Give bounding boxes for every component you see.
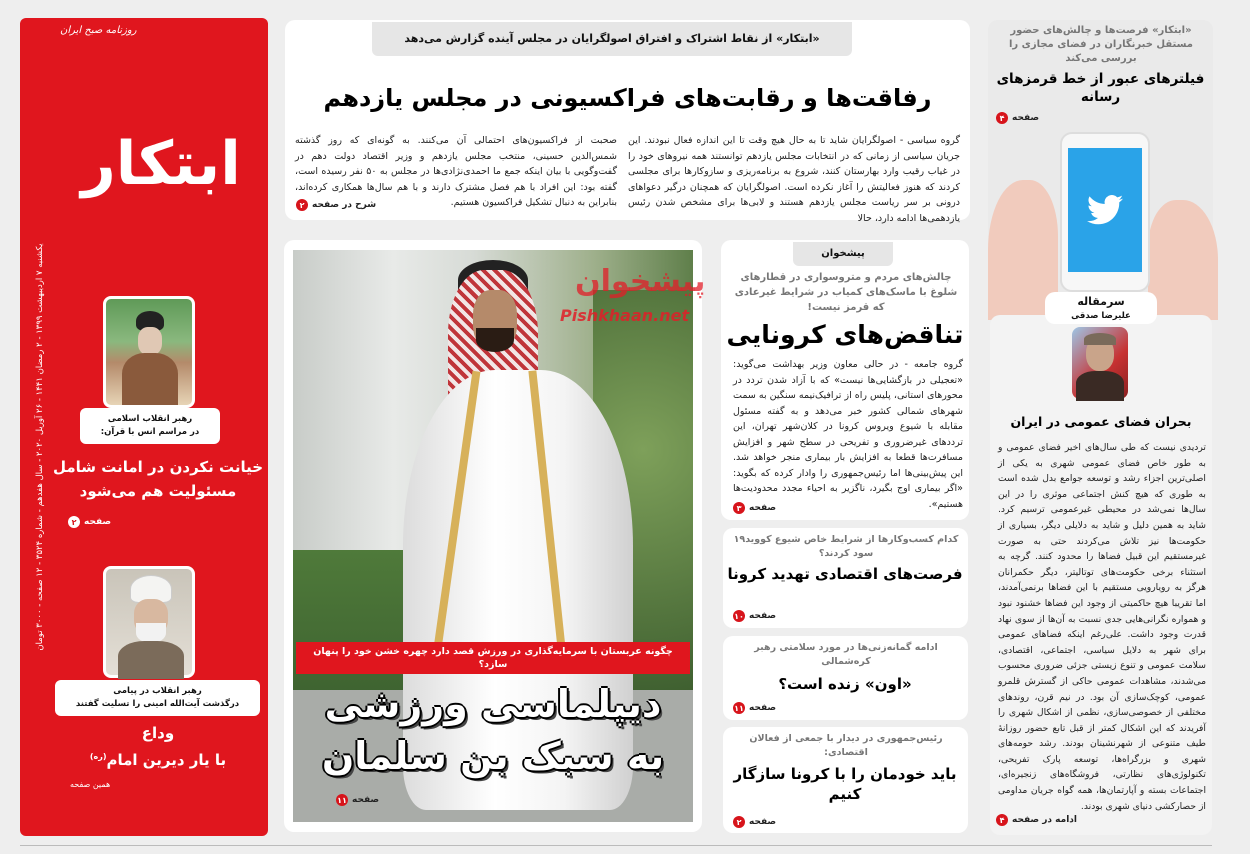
leader-photo	[103, 296, 195, 408]
headline-line: مسئولیت هم می‌شود	[79, 482, 237, 500]
page-number-badge: ۲	[68, 516, 80, 528]
middle-story2-headline[interactable]: فرصت‌های اقتصادی تهدید کرونا	[727, 565, 963, 583]
page-number-badge: ۱۱	[734, 703, 744, 713]
page-number-badge: ۳	[733, 502, 745, 514]
page-label: صفحه	[749, 611, 777, 621]
middle-story1-page-ref[interactable]	[733, 502, 776, 514]
page-label: صفحه	[749, 703, 777, 713]
page-label: صفحه	[749, 503, 777, 513]
watermark-en: Pishkhaan.net	[560, 306, 690, 325]
page-label: صفحه	[352, 795, 380, 805]
headline-line: دیپلماسی ورزشی	[324, 682, 662, 726]
left-story1-headline[interactable]	[52, 455, 264, 503]
caption-line: درگذشت آیت‌الله امینی را تسلیت گفتند	[75, 699, 240, 709]
middle-story3-page-ref[interactable]	[733, 702, 776, 714]
right-top-kicker: «ابتکار» فرصت‌ها و چالش‌های حضور مستقل خبرنگاران در فضای مجازی را بررسی می‌کند	[1008, 25, 1193, 64]
page-number-badge: ۱۰	[734, 611, 744, 621]
page-label: صفحه	[1012, 113, 1040, 123]
page-label: صفحه	[749, 817, 777, 827]
middle-story4-page-ref[interactable]	[733, 816, 776, 828]
photo-headline[interactable]	[293, 678, 693, 782]
lead-page-ref[interactable]	[296, 199, 376, 211]
editorial-author: علیرضا صدقی	[1071, 311, 1131, 321]
headline-line: وداع	[141, 724, 175, 742]
middle-story2-kicker: کدام کسب‌وکارها از شرایط خاص شیوع کووید۱۹ سود کردند؟	[733, 534, 959, 559]
right-top-headline[interactable]: فیلترهای عبور از خط قرمزهای رسانه	[996, 71, 1205, 105]
lead-headline[interactable]: رفاقت‌ها و رقابت‌های فراکسیونی در مجلس یازدهم	[323, 84, 932, 112]
lead-body-right: گروه سیاسی - اصولگرایان شاید تا به حال هیچ وقت تا این اندازه فعال نبودند. این جریان سیاسی از زمانی که در انتخابات مجلس یازدهم توانستند همه نیروهای خود را در غیاب رقیب وارد بهارستان کنند، شروع به برنامه‌ریزی و سازوکارها برای مجلسی کردند که هنوز فعالیتش را آغاز نکرده است. اصولگرایان که همچنان درگیر دعواهای درونی بر سر ریاست مجلس یازدهم هستند و لابی‌ها برای مشخص شدن رئیس یازدهمی‌ها ادامه دارد، حالا	[628, 135, 960, 224]
editorial-page-ref[interactable]	[996, 814, 1077, 826]
page-number-badge: ۴	[996, 814, 1008, 826]
page-label: شرح در صفحه	[312, 200, 377, 210]
amini-photo	[103, 566, 195, 678]
middle-story3-kicker: ادامه گمانه‌زنی‌ها در مورد سلامتی رهبر کره‌شمالی	[754, 642, 938, 667]
bottom-rule	[20, 845, 1212, 846]
headline-line: به سبک بن سلمان	[321, 734, 665, 778]
section-label-pishkhan: پیشخوان	[793, 242, 893, 266]
left-story1-page-ref[interactable]	[68, 516, 111, 528]
headline-superscript: (ره)	[89, 752, 107, 761]
hand-image	[1148, 200, 1218, 320]
caption-line: در مراسم انس با قرآن:	[100, 427, 200, 437]
page-label: ادامه در صفحه	[1012, 815, 1078, 825]
caption-line: رهبر انقلاب اسلامی	[107, 414, 193, 424]
masthead-tagline: روزنامه صبح ایران	[60, 25, 137, 36]
editorial-label: سرمقاله	[1077, 295, 1125, 308]
dateline: یکشنبه ۷ اردیبهشت ۱۳۹۹ - ۲ رمضان ۱۴۴۱ - ۲۶ آوریل ۲۰۲۰ - سال هفدهم - شماره ۳۵۲۴ - ۱۲ صفحه - ۳۰۰۰ تومان	[35, 243, 45, 651]
left-story2-page-ref[interactable]: همین صفحه	[70, 780, 111, 789]
lead-body-left: صحبت از فراکسیون‌های احتمالی آن می‌کنند. به گونه‌ای که روز گذشته شمس‌الدین حسینی، منتخب مجلس یازدهم و وزیر اقتصاد دولت دهم در گفت‌وگویی با بیان اینکه جمع ما احمدی‌نژادی‌ها در مجلس به ۵۰ نفر رسیده است، گفته بود: این افراد با هم فصل مشترک دارند و با هم سال‌ها همکاری کرده‌اند، بنابراین به دنبال تشکیل فراکسیون هستیم.	[295, 135, 617, 208]
middle-story4-kicker: رئیس‌جمهوری در دیدار با جمعی از فعالان اقتصادی:	[749, 733, 943, 758]
middle-story1-kicker: چالش‌های مردم و متروسواری در قطارهای شلوغ با ماسک‌های کمیاب در شرایط غیرعادی که قرمز نیست!	[734, 272, 958, 313]
amini-caption	[55, 680, 260, 716]
editorial-headline[interactable]: بحران فضای عمومی در ایران	[1010, 414, 1192, 429]
masthead-logo[interactable]: ابتکار	[81, 129, 241, 199]
page-number-badge: ۱۱	[337, 795, 347, 805]
page-number-badge: ۲	[296, 199, 308, 211]
middle-story1-body: گروه جامعه - در حالی معاون وزیر بهداشت می‌گوید: «تعجیلی در بازگشایی‌ها نیست» که با آزاد شدن تردد در محورهای استانی، پلیس راه از ترافیک‌نیمه سنگین به سمت شهرهای شمالی کشور خبر می‌دهد و به گفته مسئول مقابله با شیوع ویروس کرونا در کلان‌شهر تهران، این ترددهای غیرضروری و تفریحی در سطح شهر و افزایش مسافرت‌ها قطعا به افزایش بار بیماری منجر خواهد شد. این پیش‌بینی‌ها اما رئیس‌جمهوری را وادار کرده که بگوید: «اگر بیماری اوج بگیرد، ناگزیر به احیاء مجدد محدودیت‌ها هستیم».	[733, 359, 963, 510]
watermark-fa: پیشخوان	[575, 264, 706, 299]
caption-line: رهبر انقلاب در پیامی	[113, 686, 202, 696]
editorial-label-tab	[1045, 292, 1157, 324]
middle-story1-headline[interactable]: تناقض‌های کرونایی	[726, 320, 964, 349]
phone-image	[1060, 132, 1150, 292]
photo-strap: چگونه عربستان با سرمایه‌گذاری در ورزش قصد دارد چهره خشن خود را پنهان سازد؟	[296, 642, 690, 674]
lead-kicker: «ابتکار» از نقاط اشتراک و افتراق اصولگرایان در مجلس آینده گزارش می‌دهد	[372, 22, 852, 56]
leader-caption	[80, 408, 220, 444]
page-number-badge: ۲	[733, 816, 745, 828]
headline-line: خیانت نکردن در امانت شامل	[52, 458, 264, 476]
headline-line: با یار دیرین امام	[106, 751, 227, 769]
middle-story4-headline[interactable]: باید خودمان را با کرونا سازگار کنیم	[733, 765, 957, 803]
left-story2-headline[interactable]	[52, 722, 264, 772]
middle-story2-page-ref[interactable]	[733, 610, 776, 622]
page-number-badge: ۴	[996, 112, 1008, 124]
author-photo	[1072, 327, 1128, 399]
editorial-body: تردیدی نیست که طی سال‌های اخیر فضای عمومی و به طور خاص فضای عمومی شهری به یکی از اصلی‌ترین اجزاء رشد و توسعه جوامع بدل شده است به طوری که هیچ کنش اجتماعی موثری را در این سال‌ها نمی‌شد در محیطی غیرعمومی ترسیم کرد. شاید به همین دلیل و شاید به دلایلی دیگر، بسیاری از حکومت‌ها نیز تلاش می‌کردند حتی به صورت غیرمستقیم این قبیل فضاها را محدود کنند. گرچه به استثناء برخی حکومت‌های توتالیتر، دیگر حکمرانان هرگز به رویارویی مستقیم با این فضاها برنمی‌آمدند، اما تقریبا هیچ حاکمیتی از وجود این فضاها خشنود نبود و همواره نگرانی‌هایی جدی نسبت به آن‌ها از سوی نهاد قدرت وجود داشت. علی‌رغم اینکه فضاهای عمومی برای شهر به دلایل سیاسی، اجتماعی، اقتصادی، سلامت عمومی و تنوع زیستی جزئی ضروری محسوب می‌شدند، مشاهدات عمومی حاکی از گسترش قلمرو عمومی، کوچک‌سازی آن بود. در نیم قرن، روندهای مختلفی از خصوصی‌سازی، نظمی از اشکال شهری را آفریدند که این اشکال کمتر از قبل تابع حضور روزانهٔ طیف متنوعی از شهرنشینان بودند. رشد حومه‌های شهری و بزرگراه‌ها، توسعه پارک تفریحی، تکنولوژی‌های نظارتی، فروشگاه‌های زنجیره‌ای، اجتماعات بسته و آپارتمان‌ها، همه گواه جریان مداومی از حصارکشی دنیای شهری بودند.	[998, 442, 1206, 812]
middle-story3-headline[interactable]: «اون» زنده است؟	[778, 675, 912, 693]
page-label: صفحه	[84, 517, 112, 527]
photo-page-ref[interactable]	[336, 794, 379, 806]
twitter-icon	[1068, 148, 1142, 272]
right-top-page-ref[interactable]	[996, 112, 1039, 124]
